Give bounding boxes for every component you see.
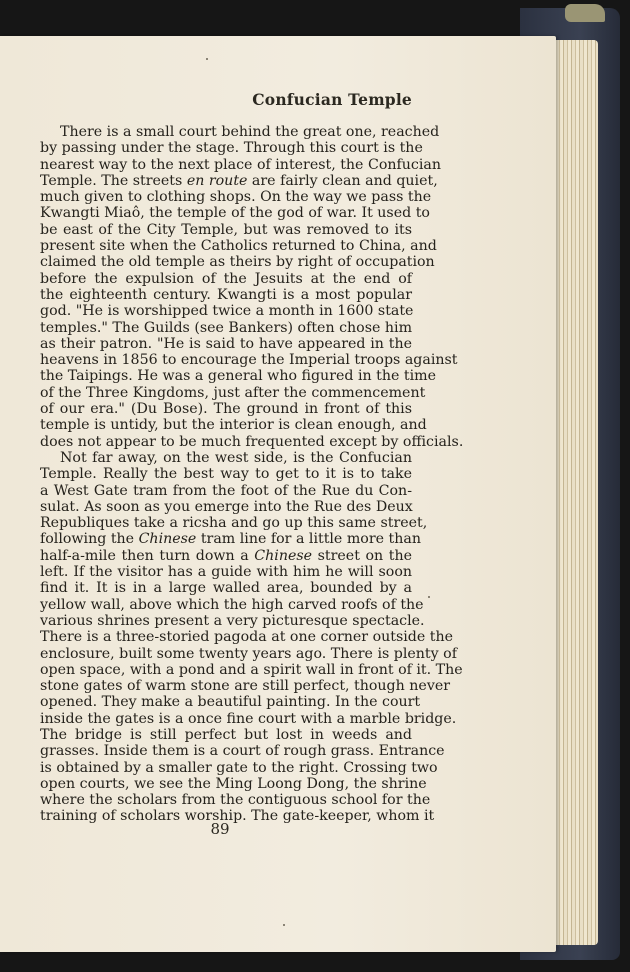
text-line: yellow wall, above which the high carved roofs of the xyxy=(40,596,424,613)
text-line: following the Chinese tram line for a little more than xyxy=(40,531,421,548)
running-head: Confucian Temple xyxy=(252,90,412,109)
text-line: enclosure, built some twenty years ago. There is plenty of xyxy=(40,645,457,662)
text-line: where the scholars from the contiguous school for the xyxy=(40,792,431,809)
italic-phrase: Chinese xyxy=(138,531,197,548)
cover-corner-wear xyxy=(565,4,605,22)
text-line: Temple. The streets en route are fairly clean and quiet, xyxy=(40,172,438,189)
paper-speck xyxy=(428,596,430,598)
text-line: by passing under the stage. Through this court is the xyxy=(40,140,423,157)
text-line: stone gates of warm stone are still perfect, though never xyxy=(40,678,451,695)
text-line: a West Gate tram from the foot of the Rue du Con- xyxy=(40,482,412,499)
text-line: nearest way to the next place of interest, the Confucian xyxy=(40,156,441,173)
paper-speck xyxy=(283,924,285,926)
text-line: is obtained by a smaller gate to the right. Crossing two xyxy=(40,759,438,776)
italic-phrase: Chinese xyxy=(254,547,313,564)
text-line: of our era." (Du Bose). The ground in front of this xyxy=(40,401,412,418)
book-page xyxy=(0,36,556,952)
text-line: open space, with a pond and a spirit wall in front of it. The xyxy=(40,661,463,678)
text-line: There is a small court behind the great one, reached xyxy=(60,124,440,140)
text-line: Not far away, on the west side, is the Confucian xyxy=(60,449,412,466)
text-line: Kwangti Miaô, the temple of the god of war. It used to xyxy=(40,205,430,222)
text-line: training of scholars worship. The gate-keeper, whom it xyxy=(40,808,435,825)
text-line: be east of the City Temple, but was removed to its xyxy=(40,221,412,238)
text-line: left. If the visitor has a guide with him he will soon xyxy=(40,564,412,581)
paper-speck xyxy=(206,58,208,60)
body-text xyxy=(40,124,464,825)
text-line: The bridge is still perfect but lost in weeds and xyxy=(40,726,412,743)
text-line: inside the gates is a once fine court with a marble bridge. xyxy=(40,710,457,727)
text-line: sulat. As soon as you emerge into the Rue des Deux xyxy=(40,498,413,515)
text-line: half-a-mile then turn down a Chinese street on the xyxy=(40,547,412,564)
text-line: of the Three Kingdoms, just after the commencement xyxy=(40,384,426,401)
text-line: claimed the old temple as theirs by right of occupation xyxy=(40,254,435,271)
text-line: There is a three-storied pagoda at one corner outside the xyxy=(40,629,454,646)
text-line: god. "He is worshipped twice a month in 1600 state xyxy=(40,303,414,320)
text-line: before the expulsion of the Jesuits at the end of xyxy=(40,270,412,287)
text-line: as their patron. "He is said to have appeared in the xyxy=(40,335,412,352)
text-line: temples." The Guilds (see Bankers) often chose him xyxy=(40,319,413,336)
text-line: much given to clothing shops. On the way we pass the xyxy=(40,189,432,206)
text-line: does not appear to be much frequented except by officials. xyxy=(40,433,464,450)
text-line: the Taipings. He was a general who figured in the time xyxy=(40,368,436,385)
text-line: grasses. Inside them is a court of rough grass. Entrance xyxy=(40,743,445,760)
page-number: 89 xyxy=(210,820,230,838)
text-line: open courts, we see the Ming Loong Dong, the shrine xyxy=(40,775,427,792)
text-line: present site when the Catholics returned to China, and xyxy=(40,238,437,255)
text-line: find it. It is in a large walled area, bounded by a xyxy=(40,580,412,597)
text-line: opened. They make a beautiful painting. In the court xyxy=(40,694,421,711)
text-line: Republiques take a ricsha and go up this same street, xyxy=(40,515,428,532)
text-line: Temple. Really the best way to get to it is to take xyxy=(40,466,412,483)
italic-phrase: en route xyxy=(186,172,248,189)
text-line: the eighteenth century. Kwangti is a most popular xyxy=(40,286,412,303)
text-line: various shrines present a very picturesque spectacle. xyxy=(40,612,425,629)
text-line: temple is untidy, but the interior is clean enough, and xyxy=(40,417,427,434)
text-line: heavens in 1856 to encourage the Imperial troops against xyxy=(40,352,458,369)
